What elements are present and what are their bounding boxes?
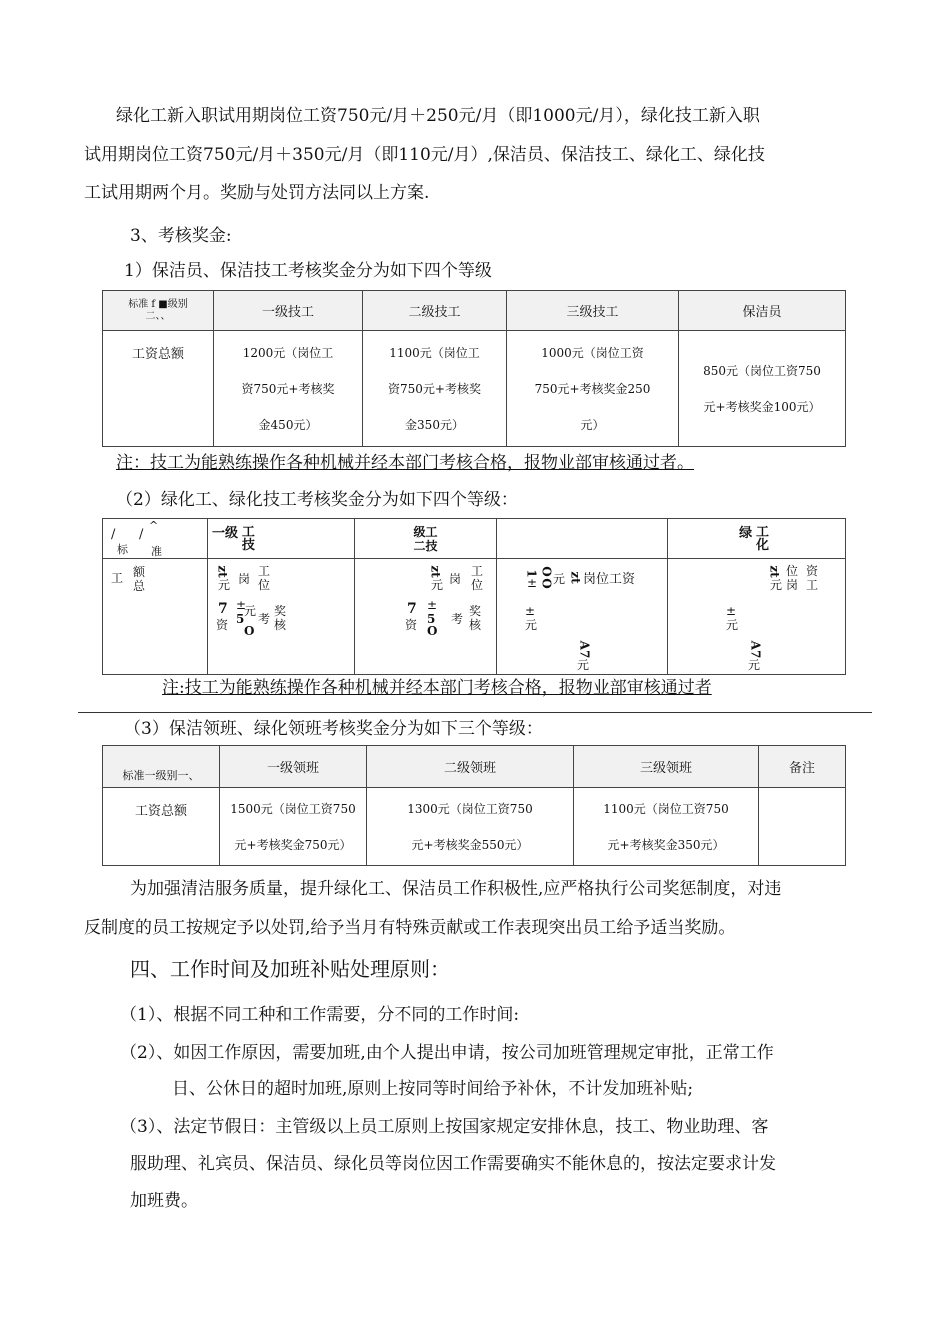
cell-glyph: 元 [577, 658, 590, 672]
intro-line-1: 绿化工新入职试用期岗位工资750元/月＋250元/月（即1000元/月），绿化技工新入职 [116, 106, 760, 126]
label-part: 工 [111, 571, 124, 585]
slash-mark: / [111, 527, 116, 542]
cell-line: 1300元（岗位工资750 [407, 801, 533, 816]
cell-glyph: O [244, 624, 255, 638]
cell-glyph: 考 [258, 612, 271, 626]
paragraph-line-2: 反制度的员工按规定予以处罚,给予当月有特殊贡献或工作表现突出员工给予适当奖励。 [84, 918, 736, 938]
header-part: 工 [241, 524, 255, 540]
row-label: 工资总额 [103, 788, 220, 866]
corner-text: 准 [151, 545, 162, 558]
cell-glyph: zt [568, 571, 583, 584]
cell-line: 元+考核奖金750元） [234, 837, 352, 852]
cell-line: 元+考核奖金100元） [703, 399, 821, 414]
cell-glyph: 奖 [274, 604, 287, 618]
table-1 [102, 290, 846, 447]
cell-line: 元+考核奖金350元） [607, 837, 725, 852]
corner-line: 标准 f ■级别 [128, 298, 188, 310]
column-header: 三级领班 [574, 746, 759, 788]
cell-line: 750元+考核奖金250 [534, 381, 651, 396]
cell-glyph: 元 [525, 618, 538, 632]
table-cell [367, 788, 574, 866]
table-cell [507, 331, 679, 447]
section-4-item-3-end: 加班费。 [130, 1191, 198, 1211]
cell-glyph: 岗 [449, 572, 462, 586]
cell-line: 1200元（岗位工 [242, 345, 334, 360]
header-part: 级工 [413, 524, 438, 539]
intro-line-2: 试用期岗位工资750元/月＋350元/月（即110元/月）,保洁员、保洁技工、绿化工、绿化技 [84, 145, 765, 165]
column-header: 保洁员 [679, 291, 846, 331]
section-4-heading: 四、工作时间及加班补贴处理原则： [130, 957, 450, 981]
cell-glyph: 元 [553, 572, 566, 586]
column-header [208, 519, 355, 559]
column-header [497, 519, 668, 559]
cell-glyph: ± [726, 604, 737, 618]
header-stack [756, 526, 769, 552]
cell-line: 元） [580, 417, 605, 432]
cell-glyph: 元 [218, 578, 231, 592]
cell-glyph: zt [215, 565, 230, 578]
table-cell [208, 559, 355, 675]
paragraph-line-1: 为加强清洁服务质量，提升绿化工、保洁员工作积极性,应严格执行公司奖惩制度，对违 [130, 879, 782, 899]
cell-glyph: 工 [806, 578, 819, 592]
cell-glyph: 元 [748, 658, 761, 672]
table-cell [355, 559, 497, 675]
column-header: 一级技工 [214, 291, 363, 331]
intro-line-3: 工试用期两个月。奖励与处罚方法同以上方案. [84, 183, 430, 203]
cell-glyph: 7 [218, 601, 228, 617]
cell-glyph: 岗位工资 [583, 572, 636, 587]
corner-line: 二、、 [145, 310, 171, 322]
cell-line: 金450元） [258, 417, 318, 432]
table-corner-cell: 标准一级别一、 [103, 746, 220, 788]
column-header [355, 519, 497, 559]
cell-glyph: A7 [748, 640, 763, 659]
header-part: 技 [241, 537, 255, 553]
cell-glyph: 元 [244, 604, 257, 618]
cell-glyph: 元 [431, 578, 444, 592]
cell-glyph: ± [236, 598, 247, 612]
cell-glyph: 考 [451, 612, 464, 626]
divider [78, 712, 872, 713]
cell-glyph: 1 [524, 569, 539, 578]
table1-title: 1）保洁员、保洁技工考核奖金分为如下四个等级 [124, 261, 492, 281]
cell-glyph: O [539, 578, 554, 589]
corner-text: 标 [117, 543, 128, 556]
cell-glyph: zt [428, 565, 443, 578]
table-corner-cell [103, 519, 208, 559]
table-header-row [103, 746, 846, 788]
label-part: 总 [133, 579, 146, 593]
table-header-row [103, 519, 846, 559]
table-cell [679, 331, 846, 447]
table-3 [102, 745, 846, 866]
cell-glyph: zt [767, 565, 782, 578]
cell-line: 金350元） [405, 417, 464, 432]
column-header: 一级领班 [220, 746, 367, 788]
column-header: 三级技工 [507, 291, 679, 331]
cell-line: 资750元+考核奖 [241, 381, 335, 396]
table-cell [497, 559, 668, 675]
table-corner-cell [103, 291, 214, 331]
table-cell [220, 788, 367, 866]
cell-glyph: 岗 [238, 572, 251, 586]
cell-glyph: 资 [806, 564, 819, 578]
cell-glyph: 资 [216, 618, 229, 632]
row-label: 工资总额 [103, 331, 214, 447]
table-row [103, 788, 846, 866]
header-part: 一级 [212, 525, 239, 541]
column-header: 二级技工 [363, 291, 507, 331]
table2-title: （2）绿化工、绿化技工考核奖金分为如下四个等级： [116, 490, 518, 510]
header-part: 绿 [739, 525, 753, 541]
cell-glyph: 岗 [786, 578, 799, 592]
cell-glyph: ± [525, 604, 536, 618]
header-part: 化 [755, 537, 769, 553]
column-header [668, 519, 846, 559]
table-2 [102, 518, 846, 675]
header-part: 工 [755, 524, 769, 540]
label-part: 额 [133, 565, 146, 579]
cell-line: 资750元+考核奖 [388, 381, 481, 396]
table-row [103, 331, 846, 447]
table1-note: 注：技工为能熟练操作各种机械并经本部门考核合格，报物业部审核通过者。 [116, 453, 694, 473]
cell-glyph: ± [527, 576, 538, 590]
header-part: 二技 [413, 538, 438, 553]
section-4-item-3: （3）、法定节假日：主管级以上员工原则上按国家规定安排休息，技工、物业助理、客 [120, 1117, 769, 1137]
cell-glyph: 工 [258, 564, 271, 578]
cell-line: 1100元（岗位工 [389, 345, 480, 360]
section-4-item-1: （1）、根据不同工种和工作需要，分不同的工作时间: [120, 1005, 520, 1025]
column-header: 二级领班 [367, 746, 574, 788]
cell-glyph: 位 [471, 578, 484, 592]
cell-line: 850元（岗位工资750 [703, 363, 821, 378]
section-4-item-2-cont: 日、公休日的超时加班,原则上按同等时间给予补休，不计发加班补贴; [172, 1079, 694, 1099]
cell-glyph: O [427, 624, 438, 638]
table2-note: 注:技工为能熟练操作各种机械并经本部门考核合格，报物业部审核通过者 [162, 678, 712, 698]
table-cell [668, 559, 846, 675]
cell-glyph: 5 [236, 612, 245, 626]
table-header-row [103, 291, 846, 331]
table-cell [574, 788, 759, 866]
table-cell [759, 788, 846, 866]
cell-glyph: 奖 [469, 604, 482, 618]
table-cell [363, 331, 507, 447]
cell-glyph: 元 [726, 618, 739, 632]
corner-mark: ^ [149, 519, 159, 532]
table-row [103, 559, 846, 675]
cell-glyph: 资 [405, 618, 418, 632]
cell-line: 元+考核奖金550元） [411, 837, 529, 852]
cell-glyph: O [539, 566, 554, 577]
cell-glyph: 5 [427, 612, 436, 626]
cell-glyph: 工 [471, 564, 484, 578]
cell-glyph: ± [427, 598, 438, 612]
cell-line: 1500元（岗位工资750 [230, 801, 356, 816]
cell-glyph: 位 [786, 564, 799, 578]
cell-glyph: 位 [258, 578, 271, 592]
table3-title: （3）保洁领班、绿化领班考核奖金分为如下三个等级： [124, 719, 543, 739]
cell-glyph: 7 [407, 601, 417, 617]
section-4-item-3-cont: 服助理、礼宾员、保洁员、绿化员等岗位因工作需要确实不能休息的，按法定要求计发 [130, 1154, 776, 1174]
cell-glyph: 核 [469, 618, 482, 632]
column-header: 备注 [759, 746, 846, 788]
cell-glyph: 元 [770, 578, 783, 592]
section-3-heading: 3、考核奖金: [130, 226, 232, 246]
cell-glyph: 核 [274, 618, 287, 632]
cell-line: 1000元（岗位工资 [541, 345, 644, 360]
cell-line: 1100元（岗位工资750 [603, 801, 729, 816]
header-stack [242, 526, 255, 552]
section-4-item-2: （2）、如因工作原因，需要加班,由个人提出申请，按公司加班管理规定审批，正常工作 [120, 1043, 774, 1063]
slash-mark: / [139, 527, 144, 542]
cell-glyph: A7 [577, 640, 592, 659]
row-label [103, 559, 208, 675]
table-cell [214, 331, 363, 447]
